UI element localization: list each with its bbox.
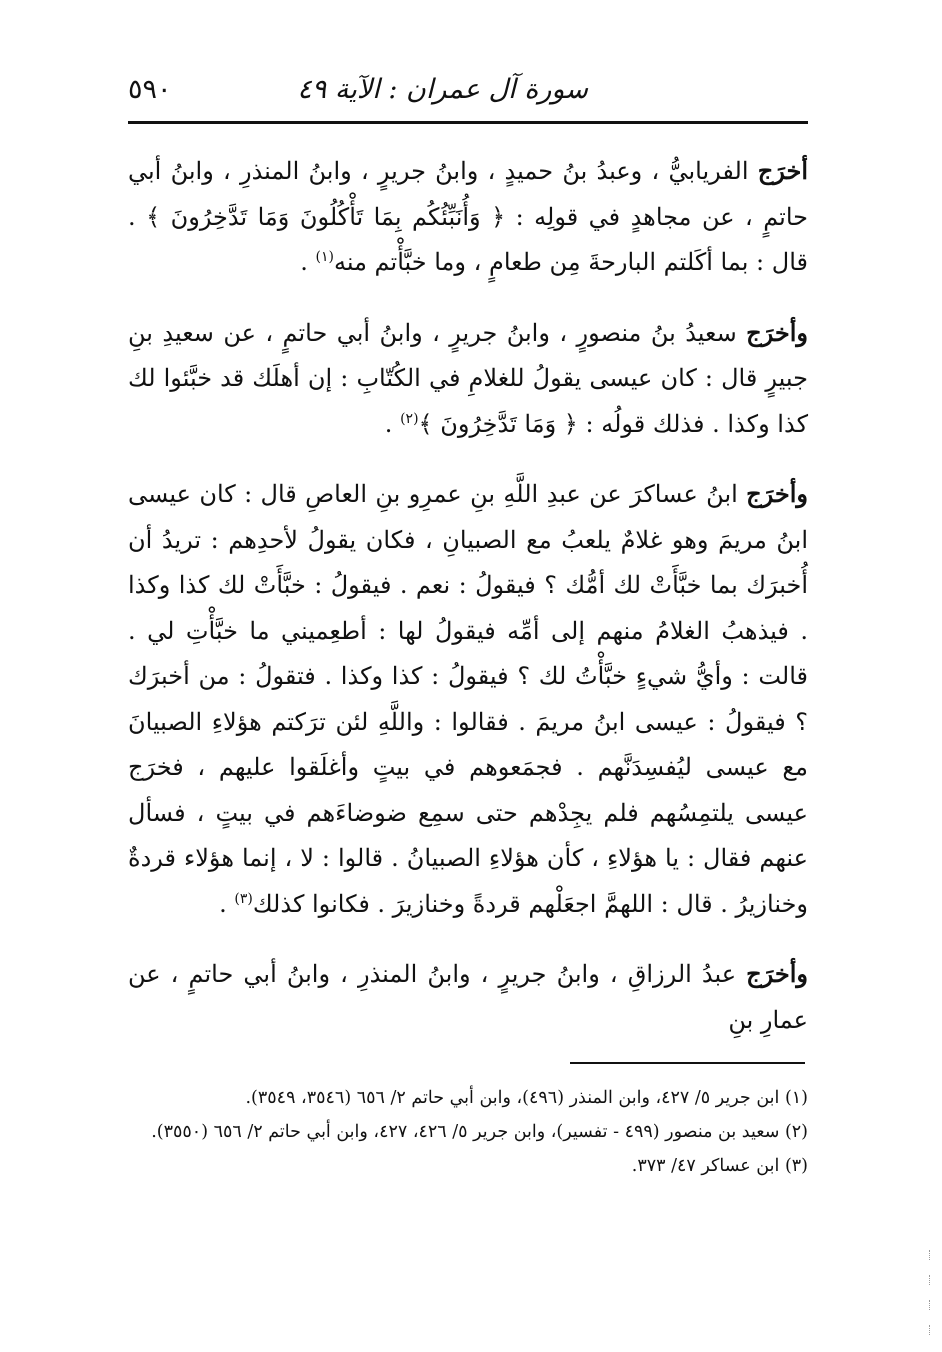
footnote [128, 1150, 808, 1182]
running-title: سورة آل عمران : الآية ٤٩ [297, 74, 588, 105]
footnote [128, 1116, 808, 1148]
page-number: ٥٩٠ [128, 74, 172, 105]
paragraph-text: ابنُ عساكرَ عن عبدِ اللَّهِ بنِ عمرِو بنِ العاصِ قال : كان عيسى ابنُ مريمَ وهو غلامٌ يلعبُ مع الصبيانِ ، فكان يقولُ لأحدِهم : تريدُ أن أُخبرَك بما خبَّأَتْ لك أمُّك ؟ فيقولُ : نعم . فيقولُ : خبَّأَتْ لك كذا وكذا . فيذهبُ الغلامُ منهم إلى أمِّه فيقولُ لها : أطعِميني ما خبَّأْتِ لي . قالت : وأيُّ شيءٍ خبَّأْتُ لك ؟ فيقولُ : كذا وكذا . فتقولُ : من أخبرَك ؟ فيقولُ : عيسى ابنُ مريمَ . فقالوا : واللَّهِ لئن ترَكتم هؤلاءِ الصبيانَ مع عيسى ليُفسِدَنَّهم . فجمَعوهم في بيتٍ وأغلَقوا عليهم ، فخرَج عيسى يلتمِسُهم فلم يجِدْهم حتى سمِع ضوضاءَهم في بيتٍ ، فسأل عنهم فقال : يا هؤلاءِ ، كأن هؤلاءِ الصبيانُ . قالوا : لا ، إنما هؤلاء قردةٌ وخنازيرُ . قال : اللهمَّ اجعَلْهم قردةً وخنازيرَ . فكانوا كذلك [128, 480, 808, 918]
paragraph-keyword: أخرَج [757, 156, 808, 185]
paragraph-end: . [384, 409, 401, 438]
footnote-ref: (٢) [400, 410, 419, 427]
paragraph-text: الفريابيُّ ، وعبدُ بنُ حميدٍ ، وابنُ جريرٍ ، وابنُ المنذرِ ، وابنُ أبي حاتمٍ ، عن مجاهدٍ في قولِه : ﴿ وَأُنَبِّئُكُم بِمَا تَأْكُلُونَ وَمَا تَدَّخِرُونَ ﴾ . قال : بما أكَلتم البارحةَ مِن طعامٍ ، وما خبَّأْتم منه [128, 157, 808, 276]
body-text [128, 148, 808, 1067]
paragraph [128, 310, 808, 448]
paragraph-text: سعيدُ بنُ منصورٍ ، وابنُ جريرٍ ، وابنُ أبي حاتمٍ ، عن سعيدِ بنِ جبيرٍ قال : كان عيسى يقولُ للغلامِ في الكُتّابِ : إن أهلَك قد خبَّئوا لك كذا وكذا . فذلك قولُه : ﴿ وَمَا تَدَّخِرُونَ ﴾ [128, 318, 808, 438]
scan-margin-mark [923, 1250, 930, 1260]
page-header [128, 72, 808, 112]
footnote-ref: (٣) [234, 890, 253, 907]
footnote-text: ابن عساكر ٤٧/ ٣٧٣. [631, 1156, 785, 1176]
footnote-number: (٢) [784, 1122, 808, 1142]
scan-margin-mark [923, 1325, 930, 1335]
scan-margin-mark [923, 1300, 930, 1310]
paragraph [128, 471, 808, 927]
footnote-rule [570, 1062, 805, 1064]
paragraph-keyword: وأخرَج [746, 959, 808, 988]
paragraph-keyword: وأخرَج [746, 479, 808, 508]
paragraph-end: . [300, 248, 316, 276]
paragraph-text: عبدُ الرزاقِ ، وابنُ جريرٍ ، وابنُ المنذرِ ، وابنُ أبي حاتمٍ ، عن عمارِ بنِ [128, 960, 808, 1034]
paragraph [128, 148, 808, 286]
paragraph [128, 951, 808, 1043]
footnote-text: سعيد بن منصور (٤٩٩ - تفسير)، وابن جرير ٥/ ٤٢٦، ٤٢٧، وابن أبي حاتم ٢/ ٦٥٦ (٣٥٥٠). [151, 1122, 785, 1142]
footnote-text: ابن جرير ٥/ ٤٢٧، وابن المنذر (٤٩٦)، وابن أبي حاتم ٢/ ٦٥٦ (٣٥٤٦، ٣٥٤٩). [245, 1088, 785, 1108]
footnote-number: (١) [784, 1088, 808, 1108]
header-rule [128, 121, 808, 124]
footnotes [128, 1082, 808, 1184]
paragraph-end: . [219, 889, 235, 918]
footnote-number: (٣) [784, 1156, 808, 1176]
paragraph-keyword: وأخرَج [746, 317, 808, 347]
footnote-ref: (١) [315, 249, 334, 265]
scan-margin-mark [923, 1275, 930, 1285]
footnote [128, 1082, 808, 1114]
